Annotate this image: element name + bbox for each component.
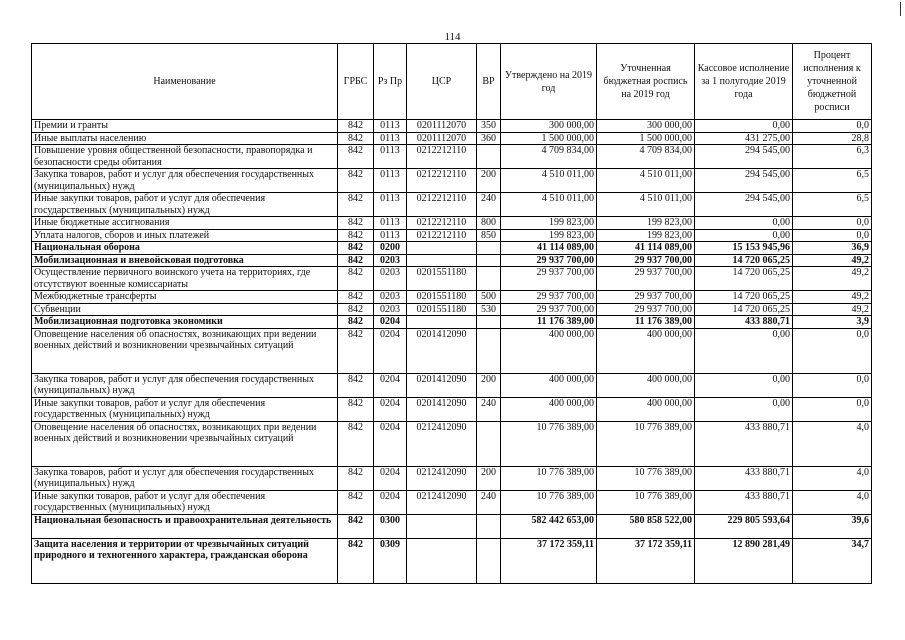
- cell-name: Иные выплаты населению: [32, 132, 338, 145]
- cell-percent: 49,2: [793, 267, 872, 291]
- cell-percent: 3,9: [793, 316, 872, 329]
- cell-percent: 4,0: [793, 466, 872, 490]
- cell-rzpr: 0203: [374, 254, 407, 267]
- cell-percent: 34,7: [793, 538, 872, 583]
- cell-name: Премии и гранты: [32, 120, 338, 133]
- cell-grbs: 842: [338, 242, 374, 255]
- cell-name: Оповещение населения об опасностях, возникающих при ведении военных действий и возникновении чрезвычайных ситуаций: [32, 421, 338, 466]
- cell-grbs: 842: [338, 169, 374, 193]
- table-row: [32, 316, 872, 329]
- cell-rzpr: 0203: [374, 303, 407, 316]
- cell-refined: 199 823,00: [597, 217, 695, 230]
- page-number: 114: [444, 31, 461, 43]
- cell-refined: 4 510 011,00: [597, 193, 695, 217]
- cell-csr: 0201551180: [407, 267, 477, 291]
- table-row: [32, 145, 872, 169]
- cell-grbs: 842: [338, 291, 374, 304]
- cell-csr: 0212212110: [407, 217, 477, 230]
- cell-vr: 360: [477, 132, 501, 145]
- cell-approved: 4 510 011,00: [501, 169, 597, 193]
- cell-csr: [407, 242, 477, 255]
- cell-refined: 1 500 000,00: [597, 132, 695, 145]
- cell-name: Национальная безопасность и правоохранительная деятельность: [32, 514, 338, 538]
- cell-percent: 36,9: [793, 242, 872, 255]
- table-row: [32, 328, 872, 373]
- cell-vr: 240: [477, 397, 501, 421]
- cell-name: Иные закупки товаров, работ и услуг для обеспечения государственных (муниципальных) нужд: [32, 490, 338, 514]
- cell-csr: 0201112070: [407, 132, 477, 145]
- cell-vr: [477, 316, 501, 329]
- cell-cash: 14 720 065,25: [695, 303, 793, 316]
- cell-rzpr: 0113: [374, 145, 407, 169]
- cell-cash: 294 545,00: [695, 169, 793, 193]
- col-header-refined: Уточненная бюджетная роспись на 2019 год: [597, 44, 695, 120]
- cell-approved: 400 000,00: [501, 397, 597, 421]
- cell-percent: 49,2: [793, 291, 872, 304]
- cell-rzpr: 0309: [374, 538, 407, 583]
- table-row: [32, 120, 872, 133]
- cell-approved: 10 776 389,00: [501, 490, 597, 514]
- cell-vr: [477, 267, 501, 291]
- cell-percent: 0,0: [793, 120, 872, 133]
- cell-approved: 41 114 089,00: [501, 242, 597, 255]
- cell-vr: 850: [477, 229, 501, 242]
- table-row: [32, 217, 872, 230]
- cell-grbs: 842: [338, 328, 374, 373]
- cell-cash: 294 545,00: [695, 145, 793, 169]
- cell-percent: 6,5: [793, 193, 872, 217]
- cell-grbs: 842: [338, 397, 374, 421]
- cell-cash: 0,00: [695, 120, 793, 133]
- cell-approved: 199 823,00: [501, 217, 597, 230]
- table-row: [32, 490, 872, 514]
- cell-grbs: 842: [338, 120, 374, 133]
- cell-csr: [407, 538, 477, 583]
- cell-csr: 0212212110: [407, 169, 477, 193]
- cell-rzpr: 0204: [374, 466, 407, 490]
- cell-name: Субвенции: [32, 303, 338, 316]
- cell-grbs: 842: [338, 217, 374, 230]
- cell-grbs: 842: [338, 514, 374, 538]
- cell-approved: 29 937 700,00: [501, 303, 597, 316]
- cell-name: Закупка товаров, работ и услуг для обеспечения государственных (муниципальных) нужд: [32, 466, 338, 490]
- cell-name: Иные бюджетные ассигнования: [32, 217, 338, 230]
- cell-cash: 433 880,71: [695, 490, 793, 514]
- cell-approved: 199 823,00: [501, 229, 597, 242]
- cell-approved: 300 000,00: [501, 120, 597, 133]
- cell-approved: 4 510 011,00: [501, 193, 597, 217]
- cell-name: Мобилизационная и вневойсковая подготовка: [32, 254, 338, 267]
- table-row: [32, 193, 872, 217]
- cell-rzpr: 0113: [374, 193, 407, 217]
- cell-vr: 530: [477, 303, 501, 316]
- cell-refined: 4 510 011,00: [597, 169, 695, 193]
- cell-approved: 400 000,00: [501, 373, 597, 397]
- cell-cash: 0,00: [695, 217, 793, 230]
- cell-refined: 37 172 359,11: [597, 538, 695, 583]
- table-row: [32, 421, 872, 466]
- cell-cash: 15 153 945,96: [695, 242, 793, 255]
- cell-csr: 0201412090: [407, 397, 477, 421]
- cell-percent: 0,0: [793, 328, 872, 373]
- cell-refined: 400 000,00: [597, 328, 695, 373]
- cell-grbs: 842: [338, 421, 374, 466]
- cell-cash: 431 275,00: [695, 132, 793, 145]
- table-row: [32, 303, 872, 316]
- cell-cash: 14 720 065,25: [695, 291, 793, 304]
- cell-csr: 0201551180: [407, 303, 477, 316]
- table-row: [32, 514, 872, 538]
- cell-vr: 200: [477, 169, 501, 193]
- cell-refined: 29 937 700,00: [597, 267, 695, 291]
- cell-csr: [407, 254, 477, 267]
- cell-cash: 433 880,71: [695, 466, 793, 490]
- cell-approved: 29 937 700,00: [501, 267, 597, 291]
- cell-vr: 240: [477, 490, 501, 514]
- cell-rzpr: 0204: [374, 421, 407, 466]
- cell-percent: 0,0: [793, 373, 872, 397]
- cell-rzpr: 0203: [374, 267, 407, 291]
- cell-refined: 29 937 700,00: [597, 291, 695, 304]
- cell-name: Иные закупки товаров, работ и услуг для обеспечения государственных (муниципальных) нужд: [32, 397, 338, 421]
- cell-refined: 10 776 389,00: [597, 466, 695, 490]
- cell-rzpr: 0300: [374, 514, 407, 538]
- cell-refined: 11 176 389,00: [597, 316, 695, 329]
- cell-percent: 4,0: [793, 490, 872, 514]
- cell-grbs: 842: [338, 490, 374, 514]
- col-header-percent: Процент исполнения к уточненной бюджетной росписи: [793, 44, 872, 120]
- cell-csr: 0212412090: [407, 490, 477, 514]
- cell-csr: 0212212110: [407, 229, 477, 242]
- cell-cash: 433 880,71: [695, 421, 793, 466]
- table-row: [32, 242, 872, 255]
- cell-rzpr: 0113: [374, 169, 407, 193]
- table-row: [32, 132, 872, 145]
- cell-vr: 800: [477, 217, 501, 230]
- cell-rzpr: 0113: [374, 120, 407, 133]
- cell-refined: 4 709 834,00: [597, 145, 695, 169]
- cell-cash: 0,00: [695, 373, 793, 397]
- cell-rzpr: 0204: [374, 373, 407, 397]
- cell-percent: 6,5: [793, 169, 872, 193]
- cell-name: Иные закупки товаров, работ и услуг для обеспечения государственных (муниципальных) нужд: [32, 193, 338, 217]
- col-header-csr: ЦСР: [407, 44, 477, 120]
- cell-grbs: 842: [338, 316, 374, 329]
- cell-grbs: 842: [338, 229, 374, 242]
- cell-vr: [477, 242, 501, 255]
- cell-name: Повышение уровня общественной безопасности, правопорядка и безопасности среды обитания: [32, 145, 338, 169]
- cell-rzpr: 0204: [374, 397, 407, 421]
- cell-vr: [477, 328, 501, 373]
- cell-approved: 4 709 834,00: [501, 145, 597, 169]
- cell-percent: 0,0: [793, 229, 872, 242]
- cell-csr: 0201412090: [407, 328, 477, 373]
- table-row: [32, 254, 872, 267]
- cell-cash: 294 545,00: [695, 193, 793, 217]
- cell-vr: [477, 254, 501, 267]
- cell-csr: 0212412090: [407, 466, 477, 490]
- cell-name: Осуществление первичного воинского учета на территориях, где отсутствуют военные комиссариаты: [32, 267, 338, 291]
- table-row: [32, 229, 872, 242]
- cell-cash: 0,00: [695, 229, 793, 242]
- cell-approved: 582 442 653,00: [501, 514, 597, 538]
- cell-grbs: 842: [338, 254, 374, 267]
- cell-approved: 10 776 389,00: [501, 466, 597, 490]
- cell-approved: 29 937 700,00: [501, 291, 597, 304]
- cell-grbs: 842: [338, 466, 374, 490]
- col-header-vr: ВР: [477, 44, 501, 120]
- cell-vr: 200: [477, 373, 501, 397]
- cell-vr: 240: [477, 193, 501, 217]
- cell-grbs: 842: [338, 145, 374, 169]
- cell-percent: 28,8: [793, 132, 872, 145]
- cell-grbs: 842: [338, 303, 374, 316]
- cell-cash: 229 805 593,64: [695, 514, 793, 538]
- cell-vr: 200: [477, 466, 501, 490]
- cell-rzpr: 0113: [374, 132, 407, 145]
- cell-refined: 199 823,00: [597, 229, 695, 242]
- cell-grbs: 842: [338, 267, 374, 291]
- cell-approved: 10 776 389,00: [501, 421, 597, 466]
- cell-approved: 11 176 389,00: [501, 316, 597, 329]
- cell-vr: [477, 538, 501, 583]
- cell-percent: 0,0: [793, 217, 872, 230]
- cell-cash: 433 880,71: [695, 316, 793, 329]
- col-header-name: Наименование: [32, 44, 338, 120]
- cell-refined: 400 000,00: [597, 397, 695, 421]
- cell-refined: 41 114 089,00: [597, 242, 695, 255]
- col-header-cash: Кассовое исполнение за 1 полугодие 2019 года: [695, 44, 793, 120]
- cell-refined: 400 000,00: [597, 373, 695, 397]
- cell-percent: 49,2: [793, 254, 872, 267]
- cell-percent: 4,0: [793, 421, 872, 466]
- cell-approved: 37 172 359,11: [501, 538, 597, 583]
- table-row: [32, 291, 872, 304]
- cell-refined: 580 858 522,00: [597, 514, 695, 538]
- cell-refined: 29 937 700,00: [597, 254, 695, 267]
- cell-csr: 0201112070: [407, 120, 477, 133]
- table-row: [32, 267, 872, 291]
- cell-percent: 6,3: [793, 145, 872, 169]
- cell-csr: [407, 316, 477, 329]
- cell-vr: 500: [477, 291, 501, 304]
- cell-rzpr: 0204: [374, 490, 407, 514]
- cell-refined: 300 000,00: [597, 120, 695, 133]
- cell-cash: 0,00: [695, 328, 793, 373]
- cell-refined: 10 776 389,00: [597, 490, 695, 514]
- cell-percent: 39,6: [793, 514, 872, 538]
- cell-rzpr: 0200: [374, 242, 407, 255]
- cell-cash: 0,00: [695, 397, 793, 421]
- cell-csr: [407, 514, 477, 538]
- cell-approved: 1 500 000,00: [501, 132, 597, 145]
- cell-name: Межбюджетные трансферты: [32, 291, 338, 304]
- cell-vr: [477, 514, 501, 538]
- cell-approved: 400 000,00: [501, 328, 597, 373]
- cell-csr: 0201551180: [407, 291, 477, 304]
- cell-cash: 14 720 065,25: [695, 267, 793, 291]
- cell-rzpr: 0204: [374, 328, 407, 373]
- table-row: [32, 538, 872, 583]
- cell-rzpr: 0113: [374, 217, 407, 230]
- cell-name: Защита населения и территории от чрезвычайных ситуаций природного и техногенного характера, гражданская оборона: [32, 538, 338, 583]
- cell-percent: 0,0: [793, 397, 872, 421]
- cell-cash: 14 720 065,25: [695, 254, 793, 267]
- cell-vr: [477, 145, 501, 169]
- cell-cash: 12 890 281,49: [695, 538, 793, 583]
- table-header-row: [32, 44, 872, 120]
- cell-rzpr: 0204: [374, 316, 407, 329]
- table-row: [32, 169, 872, 193]
- col-header-rzpr: Рз Пр: [374, 44, 407, 120]
- cell-grbs: 842: [338, 132, 374, 145]
- table-row: [32, 397, 872, 421]
- cell-refined: 10 776 389,00: [597, 421, 695, 466]
- cell-csr: 0201412090: [407, 373, 477, 397]
- cell-approved: 29 937 700,00: [501, 254, 597, 267]
- page-edge-mark: [900, 2, 901, 16]
- cell-name: Уплата налогов, сборов и иных платежей: [32, 229, 338, 242]
- cell-grbs: 842: [338, 373, 374, 397]
- cell-csr: 0212212110: [407, 145, 477, 169]
- cell-grbs: 842: [338, 193, 374, 217]
- cell-name: Закупка товаров, работ и услуг для обеспечения государственных (муниципальных) нужд: [32, 373, 338, 397]
- table-body: [32, 120, 872, 584]
- cell-rzpr: 0113: [374, 229, 407, 242]
- cell-grbs: 842: [338, 538, 374, 583]
- cell-vr: [477, 421, 501, 466]
- cell-refined: 29 937 700,00: [597, 303, 695, 316]
- budget-execution-table: [31, 43, 872, 584]
- table-row: [32, 373, 872, 397]
- cell-percent: 49,2: [793, 303, 872, 316]
- cell-name: Мобилизационная подготовка экономики: [32, 316, 338, 329]
- cell-rzpr: 0203: [374, 291, 407, 304]
- col-header-approved: Утверждено на 2019 год: [501, 44, 597, 120]
- cell-name: Закупка товаров, работ и услуг для обеспечения государственных (муниципальных) нужд: [32, 169, 338, 193]
- cell-name: Национальная оборона: [32, 242, 338, 255]
- col-header-grbs: ГРБС: [338, 44, 374, 120]
- table-row: [32, 466, 872, 490]
- cell-vr: 350: [477, 120, 501, 133]
- cell-csr: 0212212110: [407, 193, 477, 217]
- cell-name: Оповещение населения об опасностях, возникающих при ведении военных действий и возникновении чрезвычайных ситуаций: [32, 328, 338, 373]
- cell-csr: 0212412090: [407, 421, 477, 466]
